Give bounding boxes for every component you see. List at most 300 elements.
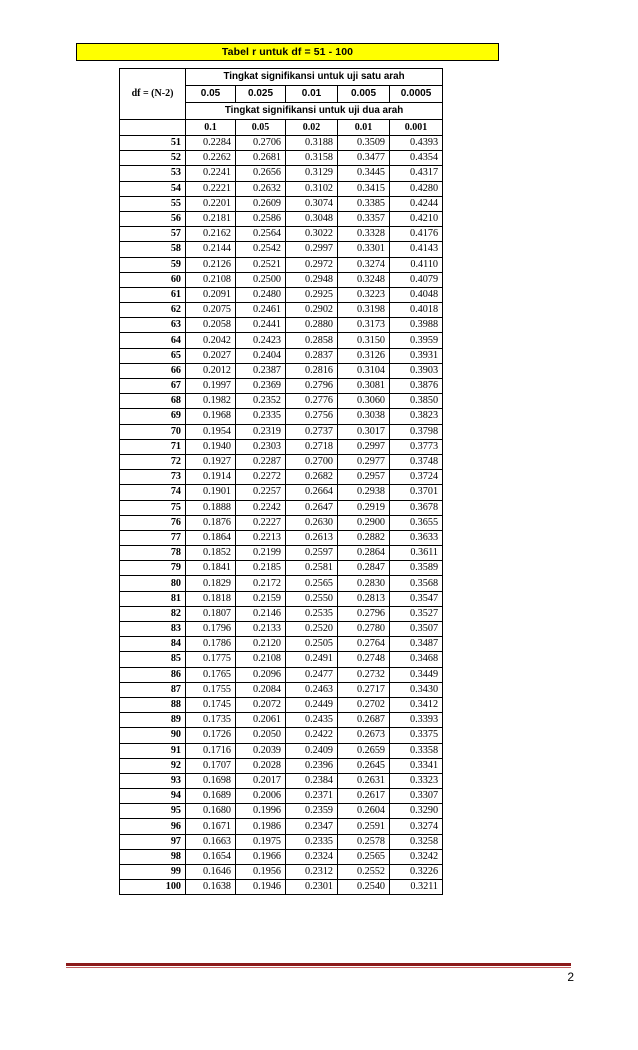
df-cell: 89 — [120, 713, 186, 728]
r-value-cell: 0.2335 — [236, 409, 286, 424]
df-cell: 66 — [120, 363, 186, 378]
r-value-cell: 0.1966 — [236, 849, 286, 864]
df-cell: 67 — [120, 379, 186, 394]
r-value-cell: 0.2303 — [236, 439, 286, 454]
r-value-cell: 0.2521 — [236, 257, 286, 272]
r-value-cell: 0.2550 — [286, 591, 338, 606]
df-cell: 83 — [120, 622, 186, 637]
r-value-cell: 0.2262 — [186, 151, 236, 166]
r-value-cell: 0.2830 — [338, 576, 390, 591]
table-row — [120, 591, 443, 606]
r-value-cell: 0.3301 — [338, 242, 390, 257]
r-value-cell: 0.1654 — [186, 849, 236, 864]
one-tail-level: 0.025 — [236, 86, 286, 103]
r-value-cell: 0.3198 — [338, 303, 390, 318]
r-value-cell: 0.2847 — [338, 561, 390, 576]
r-value-cell: 0.2352 — [236, 394, 286, 409]
r-value-cell: 0.3188 — [286, 136, 338, 151]
r-value-cell: 0.2108 — [186, 272, 236, 287]
r-value-cell: 0.3507 — [390, 622, 443, 637]
df-cell: 100 — [120, 880, 186, 895]
r-value-cell: 0.1901 — [186, 485, 236, 500]
one-tail-level: 0.05 — [186, 86, 236, 103]
table-row — [120, 865, 443, 880]
r-value-cell: 0.1841 — [186, 561, 236, 576]
r-value-cell: 0.2409 — [286, 743, 338, 758]
r-value-cell: 0.2084 — [236, 682, 286, 697]
r-value-cell: 0.2500 — [236, 272, 286, 287]
r-value-cell: 0.2630 — [286, 515, 338, 530]
r-value-cell: 0.2126 — [186, 257, 236, 272]
r-value-cell: 0.4354 — [390, 151, 443, 166]
df-cell: 86 — [120, 667, 186, 682]
r-value-cell: 0.1996 — [236, 804, 286, 819]
table-row — [120, 515, 443, 530]
table-row — [120, 303, 443, 318]
r-value-cell: 0.2796 — [338, 606, 390, 621]
r-value-cell: 0.1946 — [236, 880, 286, 895]
df-cell: 82 — [120, 606, 186, 621]
r-value-cell: 0.2864 — [338, 546, 390, 561]
r-value-cell: 0.2552 — [338, 865, 390, 880]
r-value-cell: 0.3959 — [390, 333, 443, 348]
r-value-cell: 0.3274 — [338, 257, 390, 272]
r-value-cell: 0.2925 — [286, 287, 338, 302]
r-value-cell: 0.3430 — [390, 682, 443, 697]
two-tail-caption: Tingkat signifikansi untuk uji dua arah — [186, 103, 443, 120]
r-value-cell: 0.2948 — [286, 272, 338, 287]
r-value-cell: 0.3375 — [390, 728, 443, 743]
df-cell: 62 — [120, 303, 186, 318]
df-cell: 75 — [120, 500, 186, 515]
r-value-cell: 0.3798 — [390, 424, 443, 439]
r-value-cell: 0.2422 — [286, 728, 338, 743]
r-value-cell: 0.2335 — [286, 834, 338, 849]
table-row — [120, 470, 443, 485]
table-row — [120, 242, 443, 257]
r-value-cell: 0.4393 — [390, 136, 443, 151]
r-value-cell: 0.2146 — [236, 606, 286, 621]
r-value-cell: 0.2565 — [338, 849, 390, 864]
r-value-cell: 0.2645 — [338, 758, 390, 773]
df-cell: 52 — [120, 151, 186, 166]
df-cell: 63 — [120, 318, 186, 333]
r-value-cell: 0.2900 — [338, 515, 390, 530]
table-row — [120, 728, 443, 743]
table-row — [120, 196, 443, 211]
r-value-cell: 0.3633 — [390, 530, 443, 545]
r-value-cell: 0.2108 — [236, 652, 286, 667]
r-value-cell: 0.2371 — [286, 789, 338, 804]
r-value-cell: 0.2359 — [286, 804, 338, 819]
df-cell: 65 — [120, 348, 186, 363]
df-cell: 93 — [120, 773, 186, 788]
r-value-cell: 0.3701 — [390, 485, 443, 500]
r-value-cell: 0.3509 — [338, 136, 390, 151]
df-cell: 80 — [120, 576, 186, 591]
r-value-cell: 0.2542 — [236, 242, 286, 257]
r-value-cell: 0.3415 — [338, 181, 390, 196]
table-row — [120, 819, 443, 834]
r-value-cell: 0.2609 — [236, 196, 286, 211]
r-value-cell: 0.3903 — [390, 363, 443, 378]
table-row — [120, 394, 443, 409]
r-value-cell: 0.2369 — [236, 379, 286, 394]
r-value-cell: 0.2700 — [286, 454, 338, 469]
r-value-cell: 0.2324 — [286, 849, 338, 864]
df-cell: 61 — [120, 287, 186, 302]
r-value-cell: 0.2919 — [338, 500, 390, 515]
r-value-cell: 0.2796 — [286, 379, 338, 394]
r-value-cell: 0.1646 — [186, 865, 236, 880]
two-tail-level: 0.01 — [338, 120, 390, 136]
r-value-cell: 0.1680 — [186, 804, 236, 819]
r-value-cell: 0.2221 — [186, 181, 236, 196]
r-value-cell: 0.1818 — [186, 591, 236, 606]
r-value-cell: 0.2162 — [186, 227, 236, 242]
r-value-cell: 0.3081 — [338, 379, 390, 394]
r-value-cell: 0.4317 — [390, 166, 443, 181]
r-value-cell: 0.2006 — [236, 789, 286, 804]
r-value-cell: 0.1765 — [186, 667, 236, 682]
r-value-cell: 0.3104 — [338, 363, 390, 378]
table-row — [120, 849, 443, 864]
r-value-cell: 0.2997 — [338, 439, 390, 454]
r-value-cell: 0.2664 — [286, 485, 338, 500]
r-value-cell: 0.3611 — [390, 546, 443, 561]
r-value-cell: 0.2565 — [286, 576, 338, 591]
r-value-cell: 0.3773 — [390, 439, 443, 454]
r-value-cell: 0.3274 — [390, 819, 443, 834]
r-value-cell: 0.2780 — [338, 622, 390, 637]
r-value-cell: 0.2564 — [236, 227, 286, 242]
r-value-cell: 0.2604 — [338, 804, 390, 819]
table-row — [120, 211, 443, 226]
r-value-cell: 0.2241 — [186, 166, 236, 181]
r-value-cell: 0.3258 — [390, 834, 443, 849]
df-cell: 99 — [120, 865, 186, 880]
r-value-cell: 0.1786 — [186, 637, 236, 652]
df-cell: 71 — [120, 439, 186, 454]
df-cell: 56 — [120, 211, 186, 226]
r-value-cell: 0.2449 — [286, 697, 338, 712]
r-value-cell: 0.3129 — [286, 166, 338, 181]
table-row — [120, 287, 443, 302]
r-value-cell: 0.2613 — [286, 530, 338, 545]
table-row — [120, 743, 443, 758]
r-value-cell: 0.2673 — [338, 728, 390, 743]
r-value-cell: 0.3487 — [390, 637, 443, 652]
r-value-cell: 0.3323 — [390, 773, 443, 788]
df-cell: 57 — [120, 227, 186, 242]
r-value-cell: 0.1663 — [186, 834, 236, 849]
r-value-cell: 0.2957 — [338, 470, 390, 485]
r-value-cell: 0.3357 — [338, 211, 390, 226]
r-value-cell: 0.2463 — [286, 682, 338, 697]
footer-rule-thin — [66, 967, 571, 968]
table-row — [120, 500, 443, 515]
df-cell: 69 — [120, 409, 186, 424]
r-value-cell: 0.2520 — [286, 622, 338, 637]
r-value-cell: 0.2578 — [338, 834, 390, 849]
r-value-cell: 0.3150 — [338, 333, 390, 348]
page-number: 2 — [567, 970, 574, 984]
r-value-cell: 0.2133 — [236, 622, 286, 637]
r-value-cell: 0.1829 — [186, 576, 236, 591]
r-value-cell: 0.2717 — [338, 682, 390, 697]
r-value-cell: 0.2632 — [236, 181, 286, 196]
table-row — [120, 530, 443, 545]
df-header-spacer — [120, 120, 186, 136]
table-row — [120, 773, 443, 788]
table-row — [120, 151, 443, 166]
r-value-cell: 0.3527 — [390, 606, 443, 621]
r-value-cell: 0.2028 — [236, 758, 286, 773]
r-value-cell: 0.2858 — [286, 333, 338, 348]
r-value-cell: 0.2272 — [236, 470, 286, 485]
r-value-cell: 0.3393 — [390, 713, 443, 728]
r-value-cell: 0.3126 — [338, 348, 390, 363]
r-value-cell: 0.2732 — [338, 667, 390, 682]
r-value-cell: 0.1876 — [186, 515, 236, 530]
df-cell: 92 — [120, 758, 186, 773]
df-cell: 59 — [120, 257, 186, 272]
table-row — [120, 682, 443, 697]
r-value-cell: 0.3589 — [390, 561, 443, 576]
r-value-cell: 0.2096 — [236, 667, 286, 682]
r-value-cell: 0.3445 — [338, 166, 390, 181]
r-value-cell: 0.3173 — [338, 318, 390, 333]
r-value-cell: 0.1997 — [186, 379, 236, 394]
r-value-cell: 0.2706 — [236, 136, 286, 151]
r-value-cell: 0.2737 — [286, 424, 338, 439]
r-value-cell: 0.3248 — [338, 272, 390, 287]
table-row — [120, 272, 443, 287]
r-value-cell: 0.4244 — [390, 196, 443, 211]
df-cell: 87 — [120, 682, 186, 697]
r-value-cell: 0.2172 — [236, 576, 286, 591]
table-row — [120, 880, 443, 895]
r-value-cell: 0.2880 — [286, 318, 338, 333]
r-value-cell: 0.4280 — [390, 181, 443, 196]
r-value-cell: 0.2617 — [338, 789, 390, 804]
r-value-cell: 0.2681 — [236, 151, 286, 166]
r-value-cell: 0.2776 — [286, 394, 338, 409]
r-value-cell: 0.3449 — [390, 667, 443, 682]
r-value-cell: 0.3931 — [390, 348, 443, 363]
table-row — [120, 561, 443, 576]
r-value-cell: 0.2072 — [236, 697, 286, 712]
df-cell: 78 — [120, 546, 186, 561]
r-value-cell: 0.3060 — [338, 394, 390, 409]
df-cell: 90 — [120, 728, 186, 743]
r-value-cell: 0.3341 — [390, 758, 443, 773]
r-value-cell: 0.3724 — [390, 470, 443, 485]
r-value-cell: 0.2185 — [236, 561, 286, 576]
table-row — [120, 546, 443, 561]
r-value-cell: 0.2091 — [186, 287, 236, 302]
r-value-cell: 0.2227 — [236, 515, 286, 530]
r-value-cell: 0.1956 — [236, 865, 286, 880]
r-value-cell: 0.2058 — [186, 318, 236, 333]
df-cell: 74 — [120, 485, 186, 500]
one-tail-caption: Tingkat signifikansi untuk uji satu arah — [186, 69, 443, 86]
r-value-cell: 0.2441 — [236, 318, 286, 333]
r-value-cell: 0.3158 — [286, 151, 338, 166]
df-cell: 97 — [120, 834, 186, 849]
r-value-cell: 0.3988 — [390, 318, 443, 333]
r-value-cell: 0.2319 — [236, 424, 286, 439]
r-value-cell: 0.2480 — [236, 287, 286, 302]
r-value-cell: 0.2461 — [236, 303, 286, 318]
r-value-cell: 0.1914 — [186, 470, 236, 485]
r-value-cell: 0.3385 — [338, 196, 390, 211]
df-cell: 60 — [120, 272, 186, 287]
table-row — [120, 485, 443, 500]
r-value-cell: 0.2423 — [236, 333, 286, 348]
r-value-cell: 0.3850 — [390, 394, 443, 409]
table-row — [120, 379, 443, 394]
table-row — [120, 637, 443, 652]
r-value-cell: 0.2535 — [286, 606, 338, 621]
r-value-cell: 0.2718 — [286, 439, 338, 454]
r-value-cell: 0.2491 — [286, 652, 338, 667]
table-row — [120, 758, 443, 773]
r-value-cell: 0.4018 — [390, 303, 443, 318]
df-cell: 81 — [120, 591, 186, 606]
r-value-cell: 0.1707 — [186, 758, 236, 773]
r-value-cell: 0.2201 — [186, 196, 236, 211]
r-value-cell: 0.3328 — [338, 227, 390, 242]
r-value-cell: 0.3290 — [390, 804, 443, 819]
table-row — [120, 424, 443, 439]
r-value-cell: 0.1807 — [186, 606, 236, 621]
two-tail-level: 0.02 — [286, 120, 338, 136]
r-value-cell: 0.1954 — [186, 424, 236, 439]
r-value-cell: 0.1796 — [186, 622, 236, 637]
r-value-cell: 0.2039 — [236, 743, 286, 758]
two-tail-level: 0.001 — [390, 120, 443, 136]
df-cell: 96 — [120, 819, 186, 834]
r-value-cell: 0.1716 — [186, 743, 236, 758]
r-value-cell: 0.1638 — [186, 880, 236, 895]
r-value-cell: 0.2257 — [236, 485, 286, 500]
r-value-cell: 0.2284 — [186, 136, 236, 151]
r-value-cell: 0.2977 — [338, 454, 390, 469]
table-title: Tabel r untuk df = 51 - 100 — [76, 43, 499, 61]
header-row-two-tail-levels — [120, 120, 443, 136]
r-value-cell: 0.3307 — [390, 789, 443, 804]
r-value-cell: 0.2882 — [338, 530, 390, 545]
table-row — [120, 136, 443, 151]
df-cell: 91 — [120, 743, 186, 758]
r-value-cell: 0.2902 — [286, 303, 338, 318]
r-value-cell: 0.1986 — [236, 819, 286, 834]
r-value-cell: 0.2061 — [236, 713, 286, 728]
r-value-cell: 0.2938 — [338, 485, 390, 500]
r-table — [119, 68, 443, 895]
table-row — [120, 318, 443, 333]
r-value-cell: 0.2404 — [236, 348, 286, 363]
r-value-cell: 0.3226 — [390, 865, 443, 880]
r-value-cell: 0.2120 — [236, 637, 286, 652]
r-value-cell: 0.3748 — [390, 454, 443, 469]
table-row — [120, 697, 443, 712]
r-value-cell: 0.2287 — [236, 454, 286, 469]
df-cell: 94 — [120, 789, 186, 804]
r-value-cell: 0.2017 — [236, 773, 286, 788]
r-value-cell: 0.4048 — [390, 287, 443, 302]
r-value-cell: 0.2586 — [236, 211, 286, 226]
r-value-cell: 0.2199 — [236, 546, 286, 561]
df-cell: 85 — [120, 652, 186, 667]
r-value-cell: 0.4210 — [390, 211, 443, 226]
table-row — [120, 333, 443, 348]
r-value-cell: 0.2301 — [286, 880, 338, 895]
r-value-cell: 0.1968 — [186, 409, 236, 424]
r-value-cell: 0.2435 — [286, 713, 338, 728]
r-value-cell: 0.2748 — [338, 652, 390, 667]
table-row — [120, 789, 443, 804]
df-cell: 98 — [120, 849, 186, 864]
footer-rule — [66, 963, 571, 966]
r-value-cell: 0.4143 — [390, 242, 443, 257]
r-value-cell: 0.3655 — [390, 515, 443, 530]
r-value-cell: 0.3211 — [390, 880, 443, 895]
table-row — [120, 834, 443, 849]
r-value-cell: 0.2816 — [286, 363, 338, 378]
table-row — [120, 348, 443, 363]
r-value-cell: 0.3048 — [286, 211, 338, 226]
r-value-cell: 0.3568 — [390, 576, 443, 591]
r-value-cell: 0.1927 — [186, 454, 236, 469]
r-value-cell: 0.2027 — [186, 348, 236, 363]
r-value-cell: 0.1975 — [236, 834, 286, 849]
table-row — [120, 606, 443, 621]
r-value-cell: 0.1698 — [186, 773, 236, 788]
df-cell: 77 — [120, 530, 186, 545]
table-row — [120, 667, 443, 682]
r-value-cell: 0.2159 — [236, 591, 286, 606]
table-row — [120, 166, 443, 181]
r-value-cell: 0.2687 — [338, 713, 390, 728]
r-value-cell: 0.3102 — [286, 181, 338, 196]
table-row — [120, 454, 443, 469]
table-row — [120, 652, 443, 667]
df-cell: 64 — [120, 333, 186, 348]
table-row — [120, 257, 443, 272]
r-value-cell: 0.4079 — [390, 272, 443, 287]
r-value-cell: 0.2396 — [286, 758, 338, 773]
r-value-cell: 0.1671 — [186, 819, 236, 834]
r-value-cell: 0.2631 — [338, 773, 390, 788]
r-value-cell: 0.2764 — [338, 637, 390, 652]
r-value-cell: 0.2213 — [236, 530, 286, 545]
r-value-cell: 0.1888 — [186, 500, 236, 515]
r-value-cell: 0.1726 — [186, 728, 236, 743]
r-value-cell: 0.3242 — [390, 849, 443, 864]
r-value-cell: 0.2972 — [286, 257, 338, 272]
r-value-cell: 0.3468 — [390, 652, 443, 667]
r-value-cell: 0.2756 — [286, 409, 338, 424]
table-row — [120, 363, 443, 378]
r-value-cell: 0.2312 — [286, 865, 338, 880]
r-value-cell: 0.2682 — [286, 470, 338, 485]
df-cell: 73 — [120, 470, 186, 485]
table-row — [120, 576, 443, 591]
r-value-cell: 0.2659 — [338, 743, 390, 758]
df-cell: 54 — [120, 181, 186, 196]
